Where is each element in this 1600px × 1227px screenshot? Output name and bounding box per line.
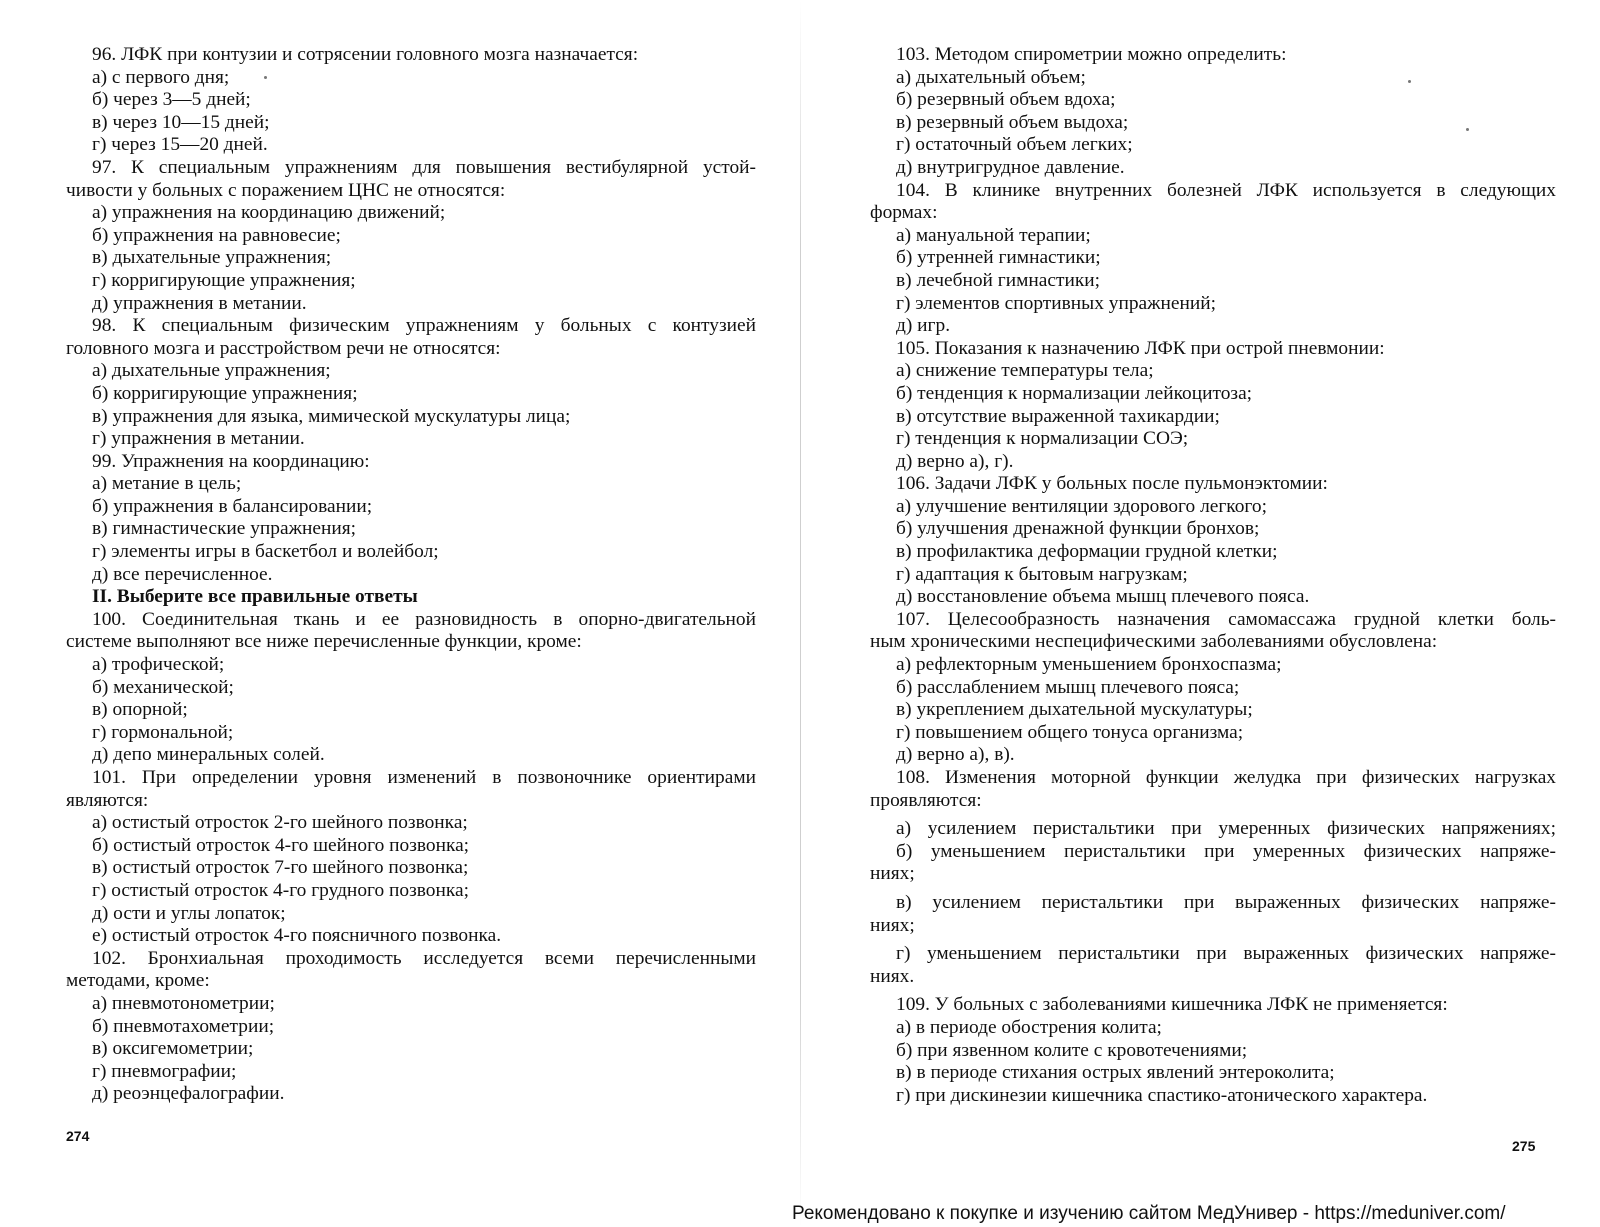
answer-option: а) улучшение вентиляции здорового легкого; [896, 495, 1267, 517]
answer-option: в) лечебной гимнастики; [896, 269, 1101, 291]
answer-option: в) профилактика деформации грудной клетки; [896, 541, 1278, 563]
scan-speck [1408, 80, 1411, 83]
answer-option: д) ости и углы лопаток; [92, 902, 286, 924]
question-text: 104. В клинике внутренних болезней ЛФК используется в следующих [896, 179, 1556, 201]
answer-option: д) реоэнцефалографии. [92, 1083, 285, 1105]
answer-option: б) пневмотахометрии; [92, 1015, 275, 1037]
answer-option: г) через 15—20 дней. [92, 134, 268, 156]
answer-option: а) остистый отросток 2-го шейного позвонка; [92, 812, 468, 834]
answer-option: г) элементы игры в баскетбол и волейбол; [92, 541, 439, 563]
section-heading: II. Выберите все правильные ответы [92, 586, 418, 608]
answer-option: в) остистый отросток 7-го шейного позвонка; [92, 857, 469, 879]
answer-option: в) резервный объем выдоха; [896, 111, 1129, 133]
question-text: 105. Показания к назначению ЛФК при острой пневмонии: [896, 337, 1385, 359]
text-line: ниях; [870, 863, 915, 885]
answer-option: а) мануальной терапии; [896, 224, 1091, 246]
answer-option: а) метание в цель; [92, 473, 242, 495]
question-text: 107. Целесообразность назначения самомассажа грудной клетки боль- [896, 608, 1556, 630]
answer-option: г) тенденция к нормализации СОЭ; [896, 428, 1189, 450]
text-line: ным хроническими неспецифическими заболеваниями обусловлена: [870, 631, 1438, 653]
text-line: чивости у больных с поражением ЦНС не относятся: [66, 179, 506, 201]
question-text: 103. Методом спирометрии можно определить: [896, 44, 1287, 65]
answer-option: в) гимнастические упражнения; [92, 518, 357, 540]
answer-option: б) тенденция к нормализации лейкоцитоза; [896, 382, 1253, 404]
answer-option: а) пневмотонометрии; [92, 992, 275, 1014]
answer-option: д) верно а), в). [896, 744, 1015, 766]
answer-option: б) механической; [92, 676, 234, 698]
answer-option: а) рефлекторным уменьшением бронхоспазма; [896, 654, 1282, 676]
answer-option: а) снижение температуры тела; [896, 360, 1154, 382]
question-text: 106. Задачи ЛФК у больных после пульмонэктомии: [896, 473, 1328, 495]
question-text: 97. К специальным упражнениям для повышения вестибулярной устой- [92, 156, 756, 178]
answer-option: г) пневмографии; [92, 1060, 237, 1082]
answer-option: а) с первого дня; [92, 66, 230, 88]
question-text: 101. При определении уровня изменений в позвоночнике ориентирами [92, 767, 756, 788]
page-gutter [800, 0, 801, 1227]
answer-option: в) через 10—15 дней; [92, 111, 270, 133]
text-line: ниях; [870, 914, 915, 936]
answer-option: а) в периоде обострения колита; [896, 1016, 1162, 1038]
answer-option: а) упражнения на координацию движений; [92, 202, 446, 224]
answer-option: д) внутригрудное давление. [896, 156, 1125, 178]
answer-option: б) утренней гимнастики; [896, 247, 1101, 269]
question-text: 99. Упражнения на координацию: [92, 450, 370, 472]
question-text: 102. Бронхиальная проходимость исследуется всеми перечисленными [92, 947, 756, 969]
answer-option: б) через 3—5 дней; [92, 89, 251, 111]
answer-option: г) адаптация к бытовым нагрузкам; [896, 563, 1188, 585]
answer-option: д) игр. [896, 315, 951, 337]
text-line: формах: [870, 202, 938, 224]
answer-option: д) все перечисленное. [92, 563, 273, 585]
left-page [66, 44, 756, 1106]
text-line: являются: [66, 789, 149, 811]
answer-option: в) опорной; [92, 699, 188, 721]
answer-option: а) дыхательный объем; [896, 66, 1086, 88]
answer-option: д) депо минеральных солей. [92, 744, 325, 766]
question-text: 100. Соединительная ткань и ее разновидность в опорно-двигательной [92, 608, 756, 630]
answer-option: б) при язвенном колите с кровотечениями; [896, 1039, 1248, 1061]
text-line: системе выполняют все ниже перечисленные функции, кроме: [66, 631, 582, 653]
answer-option: в) дыхательные упражнения; [92, 247, 332, 269]
answer-option: г) повышением общего тонуса организма; [896, 721, 1244, 743]
answer-option: г) уменьшением перистальтики при выраженных физических напряже- [896, 943, 1556, 965]
answer-option: г) остистый отросток 4-го грудного позвонка; [92, 879, 469, 901]
answer-option: г) гормональной; [92, 721, 234, 743]
answer-option: б) расслаблением мышц плечевого пояса; [896, 676, 1240, 698]
answer-option: в) упражнения для языка, мимической мускулатуры лица; [92, 405, 571, 427]
scan-speck [1466, 128, 1469, 131]
answer-option: г) корригирующие упражнения; [92, 269, 356, 291]
answer-option: г) при дискинезии кишечника спастико-атонического характера. [896, 1084, 1428, 1106]
answer-option: в) в периоде стихания острых явлений энтероколита; [896, 1062, 1335, 1084]
answer-option: б) упражнения в балансировании; [92, 495, 373, 517]
page-number-right: 275 [1512, 1138, 1536, 1154]
text-line: проявляются: [870, 789, 982, 811]
scan-speck [264, 76, 267, 79]
answer-option: б) улучшения дренажной функции бронхов; [896, 518, 1260, 540]
answer-option: б) резервный объем вдоха; [896, 89, 1116, 111]
answer-option: б) корригирующие упражнения; [92, 382, 358, 404]
answer-option: в) оксигемометрии; [92, 1038, 254, 1060]
question-text: 98. К специальным физическим упражнениям у больных с контузией [92, 315, 756, 337]
answer-option: г) упражнения в метании. [92, 428, 305, 450]
question-text: 108. Изменения моторной функции желудка при физических нагрузках [896, 767, 1556, 788]
answer-option: а) усилением перистальтики при умеренных физических напряжениях; [896, 818, 1556, 840]
answer-option: а) трофической; [92, 654, 225, 676]
answer-option: б) уменьшением перистальтики при умеренных физических напряже- [896, 840, 1556, 862]
right-page [870, 44, 1556, 1107]
answer-option: в) отсутствие выраженной тахикардии; [896, 405, 1220, 427]
text-line: методами, кроме: [66, 970, 210, 992]
answer-option: г) остаточный объем легких; [896, 134, 1133, 156]
answer-option: д) восстановление объема мышц плечевого пояса. [896, 586, 1310, 608]
question-text: 109. У больных с заболеваниями кишечника ЛФК не применяется: [896, 994, 1448, 1016]
question-text: 96. ЛФК при контузии и сотрясении головного мозга назначается: [92, 44, 639, 65]
page-number-left: 274 [66, 1128, 90, 1144]
text-line: головного мозга и расстройством речи не относятся: [66, 337, 501, 359]
answer-option: д) упражнения в метании. [92, 292, 307, 314]
answer-option: б) остистый отросток 4-го шейного позвонка; [92, 834, 470, 856]
answer-option: б) упражнения на равновесие; [92, 224, 341, 246]
answer-option: д) верно а), г). [896, 450, 1014, 472]
answer-option: е) остистый отросток 4-го поясничного позвонка. [92, 925, 502, 947]
text-line: ниях. [870, 965, 915, 987]
answer-option: а) дыхательные упражнения; [92, 360, 331, 382]
footer-watermark: Рекомендовано к покупке и изучению сайтом МедУнивер - https://meduniver.com/ [792, 1203, 1506, 1224]
answer-option: в) усилением перистальтики при выраженных физических напряже- [896, 891, 1556, 913]
answer-option: г) элементов спортивных упражнений; [896, 292, 1217, 314]
answer-option: в) укреплением дыхательной мускулатуры; [896, 699, 1253, 721]
